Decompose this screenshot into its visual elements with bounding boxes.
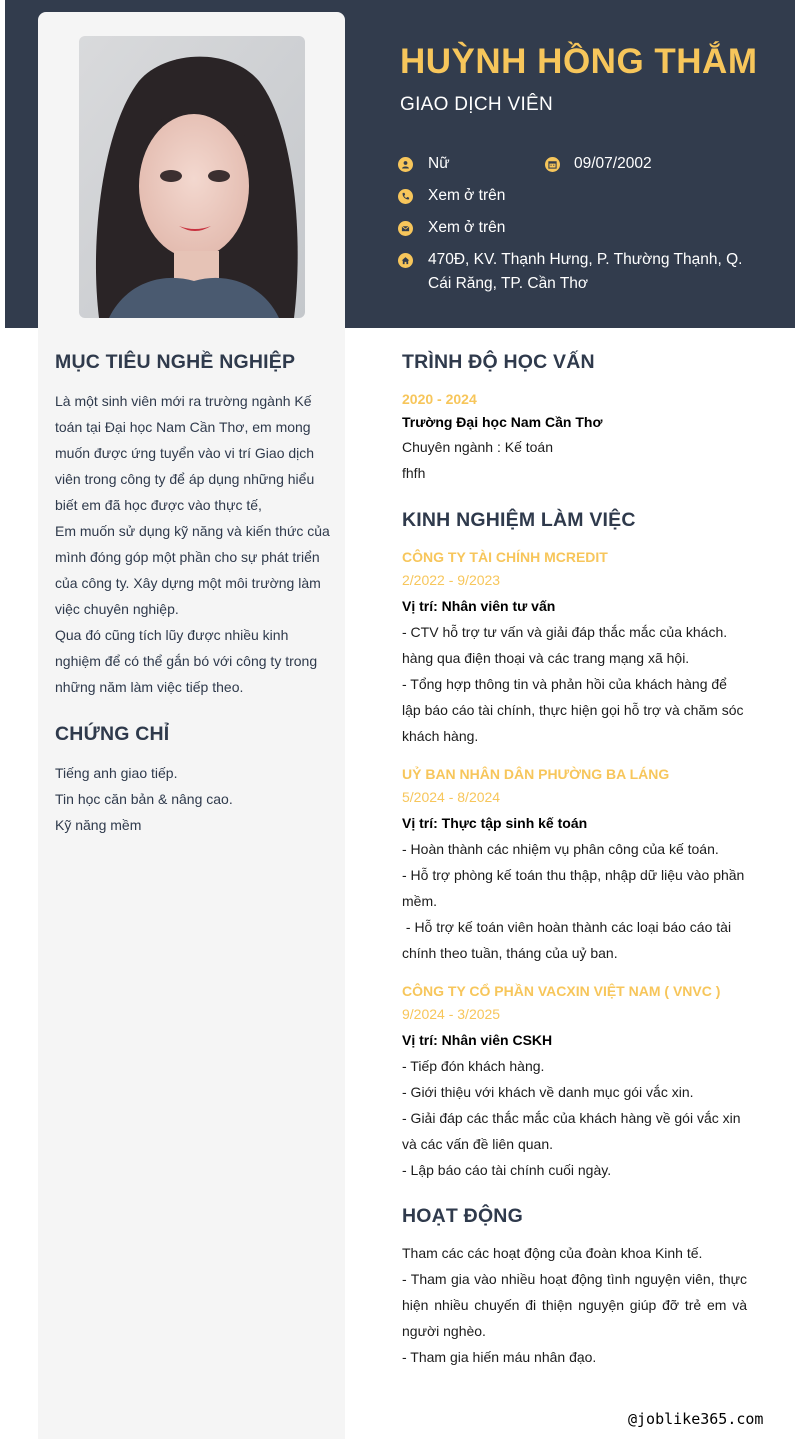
dob-value: 09/07/2002: [574, 155, 652, 172]
education-major: Chuyên ngành : Kế toán: [402, 439, 554, 455]
phone-value: Xem ở trên: [428, 187, 506, 204]
job-company: UỶ BAN NHÂN DÂN PHƯỜNG BA LÁNG: [402, 766, 670, 782]
objective-paragraph: Em muốn sử dụng kỹ năng và kiến thức của mình đóng góp một phần cho sự phát triển của công ty. Xây dựng một môi trường làm việc chuyên nghiệp.: [55, 523, 330, 617]
envelope-icon: [398, 221, 413, 236]
activity-line: Tham các các hoạt động của đoàn khoa Kinh tế.: [402, 1245, 703, 1261]
activities-heading: HOẠT ĐỘNG: [402, 1205, 523, 1227]
job-line: - Hỗ trợ phòng kế toán thu thập, nhập dữ liệu vào phần mềm.: [402, 867, 745, 909]
job-company: CÔNG TY TÀI CHÍNH MCREDIT: [402, 549, 608, 565]
activity-line: - Tham gia hiến máu nhân đạo.: [402, 1349, 597, 1365]
education-heading: TRÌNH ĐỘ HỌC VẤN: [402, 351, 595, 373]
objective-body: [55, 388, 330, 700]
job-entry: [402, 980, 747, 1183]
job-period: 2/2022 - 9/2023: [402, 572, 501, 588]
certificate-item: Tiếng anh giao tiếp.: [55, 765, 178, 781]
calendar-icon: [545, 157, 560, 172]
certificates-heading: CHỨNG CHỈ: [55, 723, 170, 745]
job-line: - Giải đáp các thắc mắc của khách hàng về gói vắc xin và các vấn đề liên quan.: [402, 1110, 741, 1152]
watermark: @joblike365.com: [628, 1410, 764, 1428]
job-period: 9/2024 - 3/2025: [402, 1006, 501, 1022]
activity-line: - Tham gia vào nhiều hoạt động tình nguyện viên, thực hiện nhiều chuyến đi thiện nguyện giúp đỡ trẻ em và người nghèo.: [402, 1271, 747, 1339]
certificate-item: Kỹ năng mềm: [55, 817, 142, 833]
user-icon: [398, 157, 413, 172]
home-icon: [398, 253, 413, 268]
activities-block: [402, 1240, 747, 1370]
education-school: Trường Đại học Nam Cần Thơ: [402, 414, 603, 430]
phone-icon: [398, 189, 413, 204]
email-value: Xem ở trên: [428, 219, 506, 236]
job-line: - Hoàn thành các nhiệm vụ phân công của kế toán.: [402, 841, 719, 857]
job-entry: [402, 546, 747, 749]
job-line: - Tổng hợp thông tin và phản hồi của khách hàng để lập báo cáo tài chính, thực hiện gọi hỗ trợ và chăm sóc khách hàng.: [402, 676, 744, 744]
job-role: Vị trí: Nhân viên CSKH: [402, 1032, 553, 1048]
address-value: 470Đ, KV. Thạnh Hưng, P. Thường Thạnh, Q. Cái Răng, TP. Cần Thơ: [428, 251, 743, 292]
job-period: 5/2024 - 8/2024: [402, 789, 501, 805]
education-block: [402, 388, 747, 486]
certificates-list: [55, 760, 330, 838]
job-line: - Tiếp đón khách hàng.: [402, 1058, 545, 1074]
certificate-item: Tin học căn bản & nâng cao.: [55, 791, 233, 807]
job-role: Vị trí: Thực tập sinh kế toán: [402, 815, 588, 831]
gender-value: Nữ: [428, 155, 450, 172]
objective-heading: MỤC TIÊU NGHỀ NGHIỆP: [55, 351, 296, 373]
objective-paragraph: Là một sinh viên mới ra trường ngành Kế toán tại Đại học Nam Cần Thơ, em mong muốn được ứng tuyển vào vi trí Giao dịch viên trong công ty để áp dụng những hiểu biết em đã học được vào thực tế,: [55, 393, 315, 513]
job-role: Vị trí: Nhân viên tư vấn: [402, 598, 556, 614]
objective-paragraph: Qua đó cũng tích lũy được nhiều kinh nghiệm để có thể gắn bó với công ty trong những năm làm việc tiếp theo.: [55, 627, 318, 695]
candidate-title: GIAO DỊCH VIÊN: [400, 94, 554, 115]
profile-photo: [79, 36, 305, 318]
job-line: - Giới thiệu với khách về danh mục gói vắc xin.: [402, 1084, 694, 1100]
job-line: - Lập báo cáo tài chính cuối ngày.: [402, 1162, 612, 1178]
job-company: CÔNG TY CỔ PHẦN VACXIN VIỆT NAM ( VNVC ): [402, 983, 721, 999]
job-line: - CTV hỗ trợ tư vấn và giải đáp thắc mắc của khách. hàng qua điện thoại và các trang mạng xã hội.: [402, 624, 728, 666]
education-note: fhfh: [402, 465, 426, 481]
job-line: - Hỗ trợ kế toán viên hoàn thành các loại báo cáo tài chính theo tuần, tháng của uỷ ban.: [402, 919, 735, 961]
candidate-name: HUỲNH HỒNG THẮM: [400, 42, 758, 81]
experience-heading: KINH NGHIỆM LÀM VIỆC: [402, 509, 636, 531]
education-period: 2020 - 2024: [402, 391, 477, 407]
job-entry: [402, 763, 747, 966]
